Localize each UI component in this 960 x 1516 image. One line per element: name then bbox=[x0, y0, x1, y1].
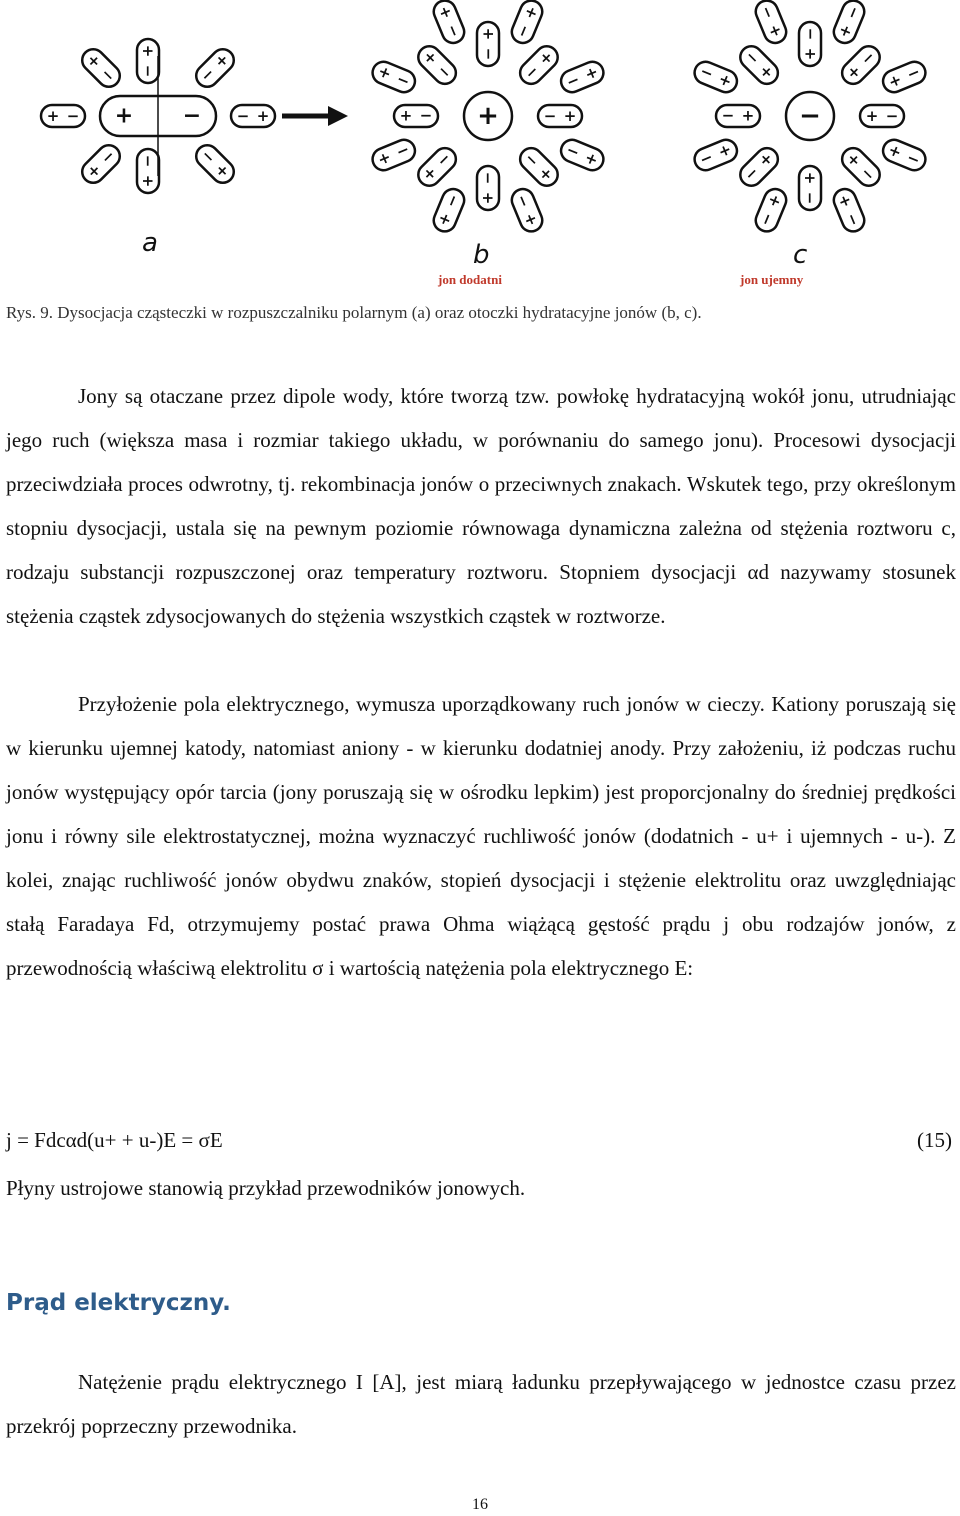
dipole-charge: + bbox=[843, 61, 865, 83]
dipole-charge: + bbox=[434, 3, 456, 22]
dipole-charge: − bbox=[543, 107, 557, 125]
dipole-charge: − bbox=[801, 27, 819, 41]
dipole-charge: − bbox=[842, 3, 864, 22]
dipole-charge: − bbox=[66, 107, 80, 125]
paragraph-electric-field bbox=[6, 682, 956, 990]
dipole-charge: − bbox=[741, 47, 763, 69]
dipole-charge: + bbox=[865, 107, 879, 125]
dipole-charge: + bbox=[834, 21, 856, 41]
dipole-molecule bbox=[691, 136, 740, 173]
dipole-charge: + bbox=[582, 62, 601, 84]
dipole-outline bbox=[516, 42, 563, 89]
dipole-charge: − bbox=[236, 107, 250, 125]
dipole-molecule bbox=[508, 186, 545, 235]
dipole-charge: − bbox=[97, 64, 119, 86]
dipole-molecule bbox=[880, 136, 929, 173]
positive-ion-label: jon dodatni bbox=[438, 272, 502, 287]
dipole-molecule bbox=[516, 42, 563, 89]
dipole-molecule bbox=[78, 141, 125, 188]
dipole-charge: − bbox=[419, 107, 433, 125]
dipole-molecule bbox=[430, 0, 467, 46]
dipole-charge: − bbox=[756, 210, 778, 229]
paragraph-current bbox=[6, 1360, 956, 1448]
negative-ion-charge: − bbox=[799, 101, 821, 131]
dipole-charge: − bbox=[197, 64, 219, 86]
dipole-molecule bbox=[414, 144, 461, 191]
dipole-molecule bbox=[799, 166, 821, 210]
hydration-figure bbox=[40, 0, 923, 295]
dipole-outline bbox=[838, 42, 885, 89]
dipole-molecule bbox=[78, 45, 125, 92]
dipole-molecule bbox=[369, 136, 418, 173]
dipole-charge: − bbox=[442, 191, 464, 211]
dipole-charge: + bbox=[885, 70, 905, 92]
figure-caption: Rys. 9. Dysocjacja cząsteczki w rozpuszczalniku polarnym (a) oraz otoczki hydratacyjne jonów (b, c). bbox=[6, 303, 702, 322]
dipole-molecule bbox=[192, 141, 239, 188]
dipole-molecule bbox=[752, 186, 789, 235]
dipole-molecule bbox=[558, 58, 607, 95]
dipole-charge: − bbox=[563, 140, 583, 162]
dipole-charge: + bbox=[715, 140, 735, 162]
dipole-charge: − bbox=[139, 154, 157, 168]
section-heading: Prąd elektryczny. bbox=[6, 1290, 231, 1316]
dipole-molecule bbox=[830, 0, 867, 46]
dipole-charge: + bbox=[885, 140, 905, 162]
paragraph-electric-field-text: Przyłożenie pola elektrycznego, wymusza uporządkowany ruch jonów w cieczy. Kationy poruszają się w kierunku ujemnej katody, natomiast aniony - w kierunku dodatniej anody. Przy założeniu, iż podczas ruchu jonów występujący opór tarcia (jony poruszają się w ośrodku lepkim) jest proporcjonalny do średniej prędkości jonu i równy sile elektrostatycznej, można wyznaczyć ruchliwość jonów (dodatnich - u+ i ujemnych - u-). Z kolei, znając ruchliwość jonów obydwu znaków, stopień dysocjacji i stężenie elektrolitu oraz uwzględniając stałą Faradaya Fd, otrzymujemy postać prawa Ohma wiążącą gęstość prądu j obu rodzajów jonów, z przewodnością właściwą elektrolitu σ i wartością natężenia pola elektrycznego E: bbox=[6, 692, 956, 980]
dipole-charge: + bbox=[419, 163, 441, 185]
dipole-charge: − bbox=[904, 148, 923, 170]
page-number: 16 bbox=[472, 1496, 488, 1513]
dipole-charge: − bbox=[197, 146, 219, 168]
dipole-charge: − bbox=[857, 163, 879, 185]
dipole-molecule bbox=[430, 186, 467, 235]
dipole-charge: + bbox=[479, 191, 497, 205]
label-a: a bbox=[142, 228, 158, 258]
paragraph-hydration bbox=[6, 374, 956, 638]
dipole-molecule bbox=[716, 105, 760, 127]
dipole-outline bbox=[192, 45, 239, 92]
dipole-charge: − bbox=[393, 140, 413, 162]
dipole-outline bbox=[78, 141, 125, 188]
dipole-charge: + bbox=[139, 44, 157, 58]
dipole-molecule bbox=[414, 42, 461, 89]
paragraph-body-fluids: Płyny ustrojowe stanowią przykład przewodników jonowych. bbox=[6, 1176, 526, 1200]
dipole-molecule bbox=[516, 144, 563, 191]
dipole-molecule bbox=[691, 58, 740, 95]
dipole-charge: + bbox=[479, 27, 497, 41]
dipole-charge: + bbox=[764, 191, 786, 211]
dipole-molecule bbox=[860, 105, 904, 127]
dipole-charge: − bbox=[512, 21, 534, 41]
positive-ion-charge: + bbox=[477, 101, 499, 131]
dipole-charge: + bbox=[563, 107, 577, 125]
molecule-charge: − bbox=[182, 103, 202, 129]
dipole-charge: + bbox=[419, 47, 441, 69]
dipole-outline bbox=[736, 144, 783, 191]
label-c: c bbox=[793, 240, 808, 270]
dipole-molecule bbox=[736, 42, 783, 89]
dipole-charge: + bbox=[843, 149, 865, 171]
ohm-law-formula bbox=[6, 1128, 956, 1153]
dipole-charge: + bbox=[399, 107, 413, 125]
dipole-molecule bbox=[394, 105, 438, 127]
dipole-charge: − bbox=[857, 47, 879, 69]
dipole-molecule bbox=[799, 22, 821, 66]
dipole-charge: − bbox=[139, 64, 157, 78]
dipole-outline bbox=[736, 42, 783, 89]
dipole-charge: + bbox=[535, 47, 557, 69]
dipole-charge: − bbox=[512, 191, 534, 211]
dipole-molecule bbox=[137, 149, 159, 193]
dipole-charge: + bbox=[211, 160, 233, 182]
dipole-charge: − bbox=[393, 70, 413, 92]
dipole-charge: − bbox=[842, 210, 864, 229]
dipole-charge: − bbox=[521, 61, 543, 83]
dipole-charge: + bbox=[375, 62, 394, 84]
dipole-charge: − bbox=[721, 107, 735, 125]
dipole-charge: − bbox=[801, 191, 819, 205]
dipole-outline bbox=[414, 42, 461, 89]
dipole-molecule bbox=[477, 166, 499, 210]
dipole-charge: + bbox=[535, 163, 557, 185]
dipole-molecule bbox=[558, 136, 607, 173]
dipole-outline bbox=[838, 144, 885, 191]
dipole-charge: − bbox=[563, 70, 583, 92]
negative-ion-label: jon ujemny bbox=[740, 272, 804, 287]
dipole-molecule bbox=[137, 39, 159, 83]
dipole-charge: + bbox=[755, 149, 777, 171]
dipole-molecule bbox=[41, 105, 85, 127]
dipole-charge: − bbox=[97, 146, 119, 168]
dipole-charge: + bbox=[834, 191, 856, 211]
dipole-charge: + bbox=[715, 70, 735, 92]
dipole-molecule bbox=[838, 42, 885, 89]
dipole-molecule bbox=[369, 58, 418, 95]
dipole-charge: + bbox=[139, 174, 157, 188]
dipole-charge: − bbox=[904, 62, 923, 84]
dipole-charge: − bbox=[433, 61, 455, 83]
dipole-molecule bbox=[231, 105, 275, 127]
dipole-molecule bbox=[508, 0, 545, 46]
dipole-charge: + bbox=[582, 148, 601, 170]
dipole-outline bbox=[516, 144, 563, 191]
dipole-charge: − bbox=[442, 21, 464, 41]
dipole-molecule bbox=[192, 45, 239, 92]
dipole-charge: − bbox=[697, 62, 716, 84]
dipole-charge: − bbox=[521, 149, 543, 171]
dipole-charge: + bbox=[520, 210, 542, 229]
dipole-charge: + bbox=[434, 210, 456, 229]
label-b: b bbox=[473, 240, 490, 270]
dipole-outline bbox=[414, 144, 461, 191]
dipole-charge: + bbox=[755, 61, 777, 83]
right-arrow-head bbox=[328, 106, 348, 126]
dipole-charge: + bbox=[46, 107, 60, 125]
formula-text: j = Fdcαd(u+ + u-)E = σE bbox=[6, 1128, 223, 1152]
paragraph-hydration-text: Jony są otaczane przez dipole wody, które tworzą tzw. powłokę hydratacyjną wokół jonu, utrudniając jego ruch (większa masa i rozmiar takiego układu, w porównaniu do samego jonu). Procesowi dysocjacji przeciwdziała proces odwrotny, tj. rekombinacja jonów o przeciwnych znakach. Wskutek tego, przy określonym stopniu dysocjacji, ustala się na pewnym poziomie równowaga dynamiczna zależna od stężenia roztworu c, rodzaju substancji rozpuszczonej oraz temperatury roztworu. Stopniem dysocjacji αd nazywamy stosunek stężenia cząstek zdysocjowanych do stężenia wszystkich cząstek w roztworze. bbox=[6, 384, 956, 628]
dipole-charge: + bbox=[801, 47, 819, 61]
dipole-outline bbox=[78, 45, 125, 92]
paragraph-current-text: Natężenie prądu elektrycznego I [A], jest miarą ładunku przepływającego w jednostce czasu przez przekrój poprzeczny przewodnika. bbox=[6, 1370, 956, 1438]
dipole-outline bbox=[192, 141, 239, 188]
dipole-charge: + bbox=[211, 50, 233, 72]
dipole-charge: − bbox=[433, 149, 455, 171]
formula-number: (15) bbox=[917, 1128, 952, 1152]
dipole-molecule bbox=[736, 144, 783, 191]
dipole-charge: − bbox=[697, 148, 716, 170]
dipole-charge: + bbox=[741, 107, 755, 125]
dipole-charge: + bbox=[375, 148, 394, 170]
dipole-charge: − bbox=[479, 47, 497, 61]
dipole-charge: + bbox=[256, 107, 270, 125]
dipole-charge: + bbox=[83, 160, 105, 182]
dipole-molecule bbox=[538, 105, 582, 127]
dipole-molecule bbox=[830, 186, 867, 235]
dipole-charge: + bbox=[801, 171, 819, 185]
dipole-charge: + bbox=[520, 3, 542, 22]
dipole-charge: − bbox=[741, 163, 763, 185]
dipole-molecule bbox=[880, 58, 929, 95]
dipole-charge: − bbox=[885, 107, 899, 125]
dipole-charge: + bbox=[83, 50, 105, 72]
dipole-molecule bbox=[752, 0, 789, 46]
dipole-molecule bbox=[838, 144, 885, 191]
dipole-molecule bbox=[477, 22, 499, 66]
dipole-charge: − bbox=[756, 3, 778, 22]
dipole-charge: + bbox=[764, 21, 786, 41]
dipole-charge: − bbox=[479, 171, 497, 185]
molecule-charge: + bbox=[114, 103, 134, 129]
